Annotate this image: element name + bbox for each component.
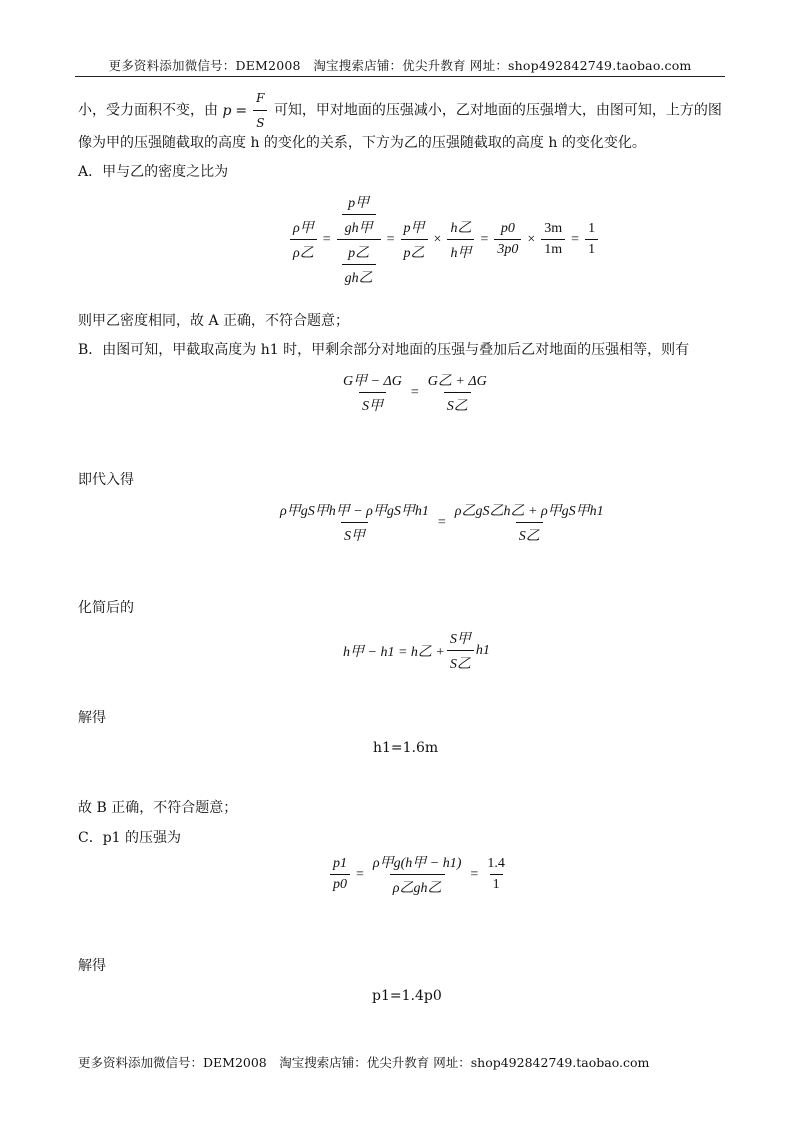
text-fragment: 小，受力面积不变，由: [78, 102, 218, 119]
result-h1: h1=1.6m: [373, 740, 439, 756]
equation-pressure-balance: $\frac{\text{G甲 − ΔG}}{\text{S甲}}$ = $\frac{\text{G乙 + ΔG}}{\text{S乙}}$: [343, 374, 487, 414]
substitute-label: 即代入得: [78, 472, 134, 488]
paragraph-line-1: [78, 88, 722, 133]
paragraph-line-2: 像为甲的压强随截取的高度 h 的变化的关系，下方为乙的压强随截取的高度 h 的变化变化。: [78, 135, 646, 151]
symbol-p: p: [222, 102, 232, 119]
result-p1: p1=1.4p0: [372, 988, 442, 1004]
solve-label-1: 解得: [78, 710, 106, 726]
equals-sign: =: [235, 102, 248, 119]
text-fragment: 可知，甲对地面的压强减小，乙对地面的压强增大，由图可知，上方的图: [273, 102, 722, 119]
equation-p1-ratio: $\frac{p1}{p0}$ = $\frac{\text{ρ甲g(h甲 − h1)}}{\text{ρ乙gh乙}}$ = $\frac{1.4}{1}$: [328, 852, 510, 897]
equation-substituted: $\frac{\text{ρ甲gS甲h甲 − ρ甲gS甲h1}}{\text{S甲}}$ = $\frac{\text{ρ乙gS乙h乙 + ρ甲gS甲h1}}{\text{S乙}}$: [280, 504, 604, 544]
page-footer: 更多资料添加微信号：DEM2008 淘宝搜索店铺：优尖升教育 网址：shop492842749.taobao.com: [78, 1055, 650, 1070]
simplify-label: 化简后的: [78, 600, 134, 616]
fraction: $\frac{\text{ρ甲}}{\text{ρ乙}}$: [290, 217, 317, 262]
option-a-label: A．甲与乙的密度之比为: [78, 164, 229, 180]
fraction-F-over-S: $\frac{F}{S}$: [253, 88, 267, 133]
option-b-conclusion: 故 B 正确，不符合题意；: [78, 800, 238, 816]
compound-fraction: $\frac{\frac{\text{p甲}}{\text{gh甲}}}{\frac{\text{p乙}}{\text{gh乙}}}$: [337, 192, 381, 287]
solve-label-2: 解得: [78, 958, 106, 974]
option-a-conclusion: 则甲乙密度相同，故 A 正确，不符合题意；: [78, 313, 350, 329]
equation-simplified: h甲 − h1 = h乙 + $\frac{\text{S甲}}{\text{S乙}}$ h1: [343, 632, 490, 672]
inline-pressure-formula: [222, 88, 269, 133]
header-rule: [75, 76, 725, 77]
equation-density-ratio: $\frac{\text{ρ甲}}{\text{ρ乙}}$ = $\frac{\frac{\text{p甲}}{\text{gh甲}}}{\frac{\text{p乙}}{\text{gh乙}}}$ = $\frac{\text{p甲}}{\text{p乙}}$ × $\frac{\text{h乙}}{\text{h甲}}$ = $\frac{p0}{3p0}$ × $\frac{3m}{1m}$ = $\frac{1}{1}$: [288, 192, 600, 287]
page-header: 更多资料添加微信号：DEM2008 淘宝搜索店铺：优尖升教育 网址：shop492842749.taobao.com: [108, 58, 692, 73]
option-b-label: B．由图可知，甲截取高度为 h1 时，甲剩余部分对地面的压强与叠加后乙对地面的压强相等，则有: [78, 342, 690, 358]
option-c-label: C．p1 的压强为: [78, 830, 182, 846]
